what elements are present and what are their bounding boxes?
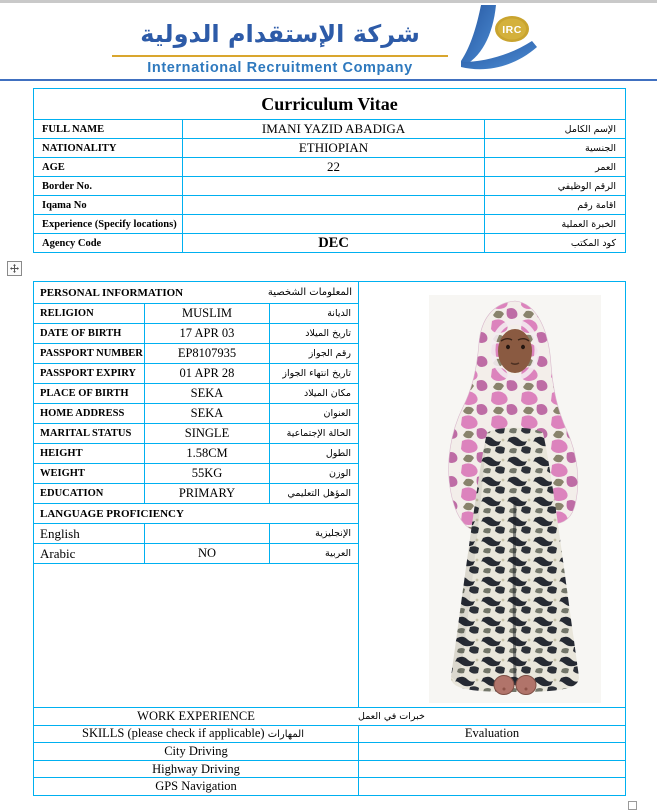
personal-info-table (33, 281, 626, 796)
work-experience-heading-arabic: خبرات في العمل (358, 710, 425, 722)
table-row (34, 483, 358, 503)
row-label: English (40, 525, 80, 541)
section-header-row (34, 282, 358, 303)
table-row (34, 176, 625, 195)
skill-row (34, 742, 625, 760)
gold-divider (112, 55, 448, 57)
cv-title: Curriculum Vitae (261, 93, 398, 114)
row-label-arabic: العنوان (323, 408, 351, 419)
row-label: PASSPORT NUMBER (40, 348, 143, 359)
company-header (110, 14, 450, 78)
place-of-birth-value[interactable]: SEKA (144, 384, 270, 403)
row-label: DATE OF BIRTH (40, 328, 122, 339)
row-label: EDUCATION (40, 488, 104, 499)
row-label: HOME ADDRESS (40, 408, 125, 419)
date-of-birth-value[interactable]: 17 APR 03 (144, 324, 270, 343)
row-label-arabic: الجنسية (585, 142, 616, 154)
skill-label: City Driving (164, 743, 228, 758)
row-label-arabic: رقم الجواز (308, 348, 351, 359)
row-label: HEIGHT (40, 448, 83, 459)
row-label-arabic: العربية (325, 548, 351, 559)
table-row (34, 363, 358, 383)
skill-evaluation-cell[interactable] (358, 743, 625, 760)
table-row (34, 119, 625, 138)
religion-value[interactable]: MUSLIM (144, 304, 270, 323)
table-resize-handle[interactable] (628, 801, 637, 810)
nationality-value[interactable]: ETHIOPIAN (182, 139, 485, 157)
row-label: MARITAL STATUS (40, 428, 132, 439)
personal-info-heading-arabic: المعلومات الشخصية (267, 287, 352, 298)
table-row (34, 523, 358, 543)
table-move-handle[interactable] (7, 261, 22, 276)
table-row (34, 138, 625, 157)
row-label: Agency Code (42, 237, 102, 249)
table-row (34, 543, 358, 563)
skill-evaluation-cell[interactable] (358, 761, 625, 778)
row-label: WEIGHT (40, 468, 85, 479)
skill-row (34, 777, 625, 795)
weight-value[interactable]: 55KG (144, 464, 270, 483)
table-row (34, 403, 358, 423)
iqama-no-value[interactable] (182, 196, 485, 214)
row-label: RELIGION (40, 308, 94, 319)
company-name-english: International Recruitment Company (147, 60, 413, 76)
table-row (34, 323, 358, 343)
empty-cell[interactable] (34, 563, 358, 707)
personal-info-heading: PERSONAL INFORMATION (40, 286, 184, 299)
section-header-row (34, 503, 358, 523)
full-name-value[interactable]: IMANI YAZID ABADIGA (182, 120, 485, 138)
skill-evaluation-cell[interactable] (358, 778, 625, 795)
work-experience-row (34, 707, 625, 725)
row-label-arabic: الخبرة العملية (561, 218, 616, 230)
table-row (34, 343, 358, 363)
row-label: Arabic (40, 545, 76, 561)
row-label-arabic: تاريخ انتهاء الجواز (282, 368, 351, 379)
move-arrows-icon (10, 264, 19, 273)
row-label-arabic: تاريخ الميلاد (305, 328, 351, 339)
border-no-value[interactable] (182, 177, 485, 195)
table-row (34, 443, 358, 463)
table-row (34, 157, 625, 176)
window-top-edge (0, 0, 657, 3)
education-value[interactable]: PRIMARY (144, 484, 270, 503)
company-name-arabic: شركة الإستقدام الدولية (140, 20, 420, 48)
row-label-arabic: الطول (325, 448, 351, 459)
experience-value[interactable] (182, 215, 485, 233)
table-row (34, 423, 358, 443)
skill-label: Highway Driving (152, 761, 240, 776)
row-label-arabic: كود المكتب (570, 237, 616, 249)
table-row (34, 195, 625, 214)
row-label-arabic: المؤهل التعليمي (287, 488, 351, 499)
row-label: Border No. (42, 180, 92, 192)
passport-number-value[interactable]: EP8107935 (144, 344, 270, 363)
row-label-arabic: الرقم الوظيفي (557, 180, 616, 192)
row-label-arabic: الحالة الإجتماعية (286, 428, 351, 439)
age-value[interactable]: 22 (182, 158, 485, 176)
header-divider-line (0, 79, 657, 81)
row-label: AGE (42, 161, 65, 173)
evaluation-heading: Evaluation (358, 726, 625, 743)
row-label: PLACE OF BIRTH (40, 388, 129, 399)
row-label: PASSPORT EXPIRY (40, 368, 137, 379)
photo-cell (358, 282, 625, 707)
personal-info-left-column (34, 282, 358, 707)
logo-irc-text: IRC (502, 24, 522, 36)
row-label: Experience (Specify locations) (42, 218, 177, 230)
row-label-arabic: العمر (595, 161, 616, 173)
row-label: NATIONALITY (42, 142, 117, 154)
skills-heading: SKILLS (please check if applicable) المهارات (82, 726, 304, 741)
skill-row (34, 760, 625, 778)
row-label-arabic: اقامة رقم (577, 199, 616, 211)
table-row (34, 233, 625, 252)
table-row (34, 383, 358, 403)
height-value[interactable]: 1.58CM (144, 444, 270, 463)
row-label: Iqama No (42, 199, 87, 211)
skills-header-row (34, 725, 625, 743)
cv-summary-table (33, 88, 626, 253)
home-address-value[interactable]: SEKA (144, 404, 270, 423)
table-row (34, 214, 625, 233)
agency-code-value[interactable]: DEC (182, 234, 485, 252)
company-logo-icon (452, 3, 538, 77)
arabic-level-value[interactable]: NO (144, 544, 270, 563)
skill-label: GPS Navigation (155, 779, 237, 794)
applicant-photo (429, 295, 601, 703)
row-label-arabic: الإنجليزية (315, 528, 351, 539)
english-level-value[interactable] (144, 524, 270, 543)
table-row (34, 303, 358, 323)
work-experience-heading: WORK EXPERIENCE (137, 708, 255, 723)
row-label-arabic: الوزن (328, 468, 351, 479)
language-proficiency-heading: LANGUAGE PROFICIENCY (40, 507, 184, 520)
passport-expiry-value[interactable]: 01 APR 28 (144, 364, 270, 383)
row-label: FULL NAME (42, 123, 105, 135)
skills-heading-arabic: المهارات (267, 729, 304, 741)
table-row (34, 463, 358, 483)
row-label-arabic: مكان الميلاد (303, 388, 351, 399)
marital-status-value[interactable]: SINGLE (144, 424, 270, 443)
row-label-arabic: الإسم الكامل (564, 123, 616, 135)
row-label-arabic: الديانة (327, 308, 351, 319)
